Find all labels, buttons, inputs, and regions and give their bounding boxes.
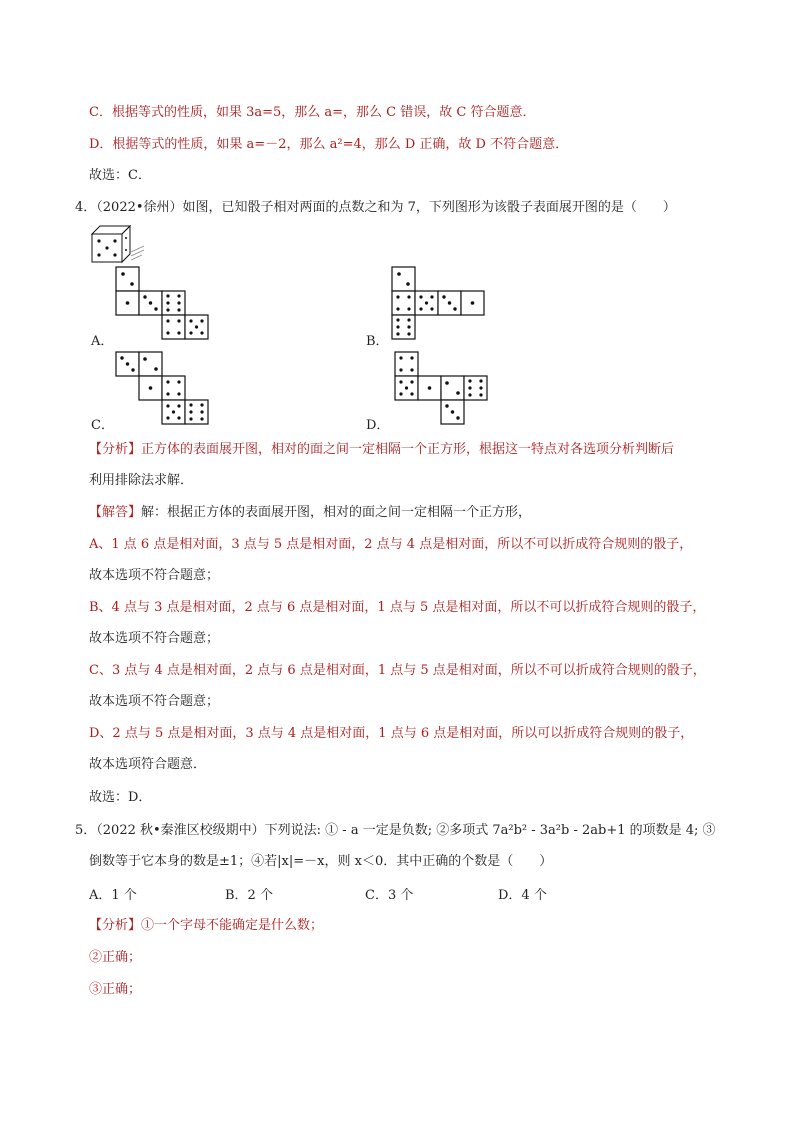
solution-line: 故本选项不符合题意； — [89, 631, 220, 646]
solution-line: 故本选项不符合题意； — [89, 568, 220, 583]
analysis-line: ③正确； — [89, 982, 142, 997]
choice-d: D．4 个 — [498, 888, 547, 903]
net-d — [395, 352, 495, 426]
net-b — [392, 267, 492, 341]
analysis-text: 正方体的表面展开图，相对的面之间一定相隔一个正方形，根据这一特点对各选项分析判断后 — [141, 442, 675, 457]
text-line: D．根据等式的性质，如果 a=－2，那么 a²=4，那么 D 正确，故 D 不符合题意． — [89, 137, 569, 152]
question-stem: 4．（2022•徐州）如图，已知骰子相对两面的点数之和为 7，下列图形为该骰子表面展开图的是（ ） — [75, 200, 676, 215]
option-label-b: B． — [366, 334, 389, 349]
solution-line: B、4 点与 3 点是相对面，2 点与 6 点是相对面，1 点与 5 点是相对面，所以不可以折成符合规则的骰子， — [89, 600, 706, 615]
analysis-tag: 【分析】 — [89, 442, 142, 457]
solution-line: C、3 点与 4 点是相对面，2 点与 6 点是相对面，1 点与 5 点是相对面，所以不可以折成符合规则的骰子， — [89, 663, 706, 678]
choice-a: A．1 个 — [89, 888, 137, 903]
analysis-text: ①一个字母不能确定是什么数； — [141, 918, 324, 933]
net-c — [116, 352, 216, 426]
analysis-tag: 【分析】 — [89, 918, 142, 933]
solution-line — [89, 504, 531, 522]
analysis-line: ②正确； — [89, 950, 142, 965]
choice-b: B．2 个 — [225, 888, 273, 903]
option-label-a: A． — [91, 334, 114, 349]
option-label-c: C． — [91, 418, 114, 433]
text-line: 故选：C． — [89, 168, 151, 183]
question-stem: 倒数等于它本身的数是±1；④若|x|=－x，则 x＜0．其中正确的个数是（ ） — [89, 854, 553, 869]
analysis-line — [89, 441, 674, 459]
net-a — [116, 267, 212, 341]
solution-line: A、1 点 6 点是相对面，3 点与 5 点是相对面，2 点与 4 点是相对面，所以不可以折成符合规则的骰子， — [89, 537, 693, 552]
solution-text: 解：根据正方体的表面展开图，相对的面之间一定相隔一个正方形， — [141, 505, 532, 520]
solution-line: D、2 点与 5 点是相对面，3 点与 4 点是相对面，1 点与 6 点是相对面，所以可以折成符合规则的骰子， — [89, 726, 694, 741]
choice-c: C．3 个 — [365, 888, 414, 903]
analysis-line: 利用排除法求解． — [89, 473, 194, 488]
option-label-d: D． — [366, 418, 390, 433]
solution-line: 故本选项不符合题意； — [89, 694, 220, 709]
question-stem: 5．（2022 秋•秦淮区校级期中）下列说法: ① - a 一定是负数; ②多项式 7a²b² - 3a²b - 2ab+1 的项数是 4; ③ — [75, 823, 716, 838]
solution-tag: 【解答】 — [89, 505, 142, 520]
dice-icon — [92, 224, 152, 264]
text-line: C．根据等式的性质，如果 3a=5，那么 a=，那么 C 错误，故 C 符合题意． — [89, 105, 536, 120]
answer-line: 故选：D． — [89, 790, 152, 805]
solution-line: 故本选项符合题意． — [89, 757, 207, 772]
analysis-line — [89, 917, 323, 935]
